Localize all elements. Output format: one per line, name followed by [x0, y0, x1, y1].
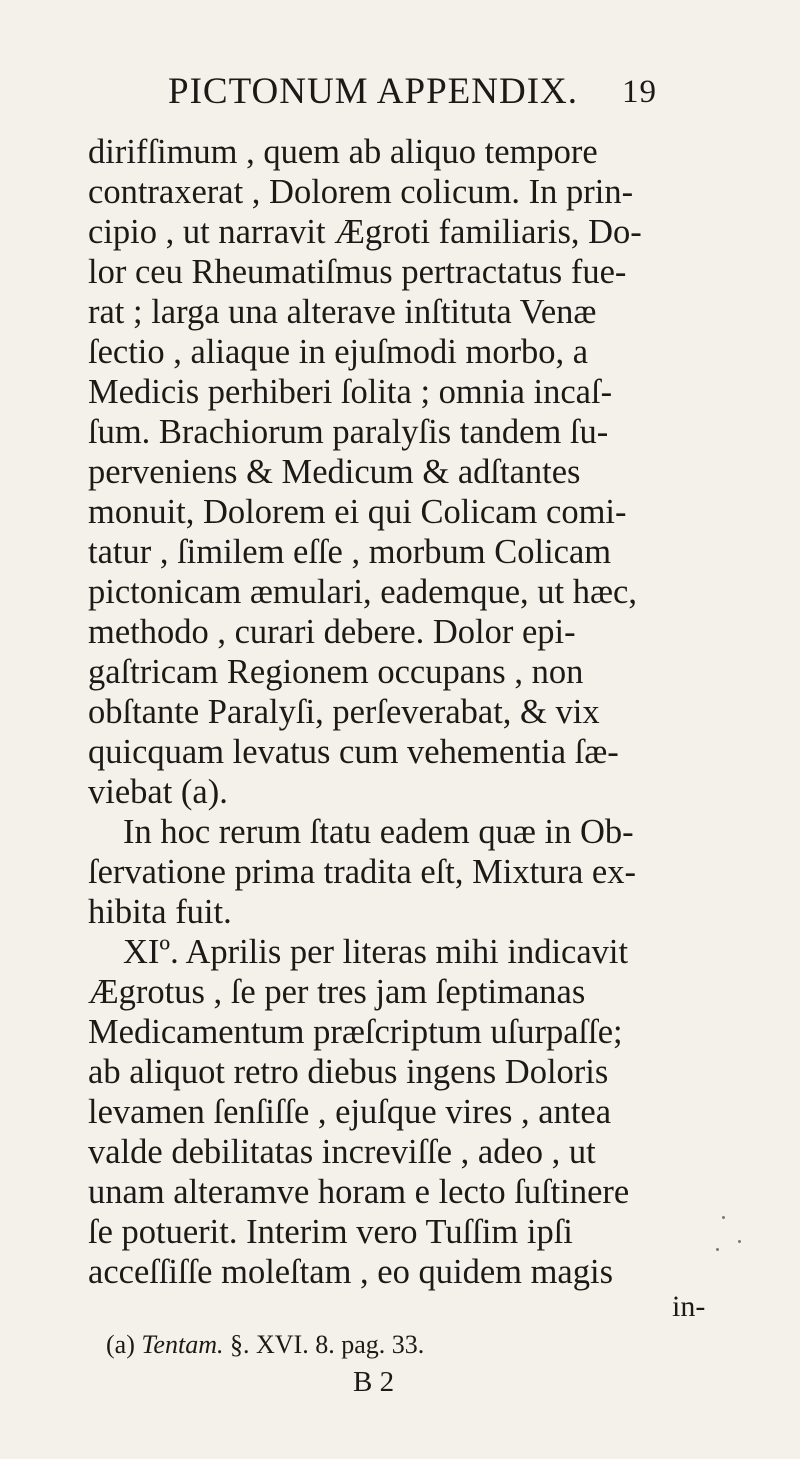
ink-speck — [738, 1240, 741, 1243]
text-line: Medicamentum præſcriptum uſurpaſſe; — [88, 1013, 623, 1051]
text-line: levamen ſenſiſſe , ejuſque vires , antea — [88, 1093, 612, 1131]
text-line: pictonicam æmulari, eademque, ut hæc, — [88, 573, 637, 611]
text-line: contraxerat , Dolorem colicum. In prin- — [88, 173, 634, 211]
text-line: viebat (a). — [88, 773, 228, 811]
text-line: cipio , ut narravit Ægroti familiaris, Do- — [88, 213, 642, 251]
footnote-marker: (a) — [106, 1330, 135, 1359]
text-line: ſe potuerit. Interim vero Tuſſim ipſi — [88, 1213, 573, 1251]
running-title: PICTONUM APPENDIX. — [168, 71, 578, 112]
footnote — [106, 1330, 424, 1360]
text-line: hibita fuit. — [88, 893, 232, 931]
text-line: unam alteramve horam e lecto ſuſtinere — [88, 1173, 630, 1211]
text-line: rat ; larga una alterave inſtituta Venæ — [88, 293, 597, 331]
footnote-reference: Tentam. — [141, 1330, 224, 1359]
text-line: monuit, Dolorem ei qui Colicam comi- — [88, 493, 627, 531]
text-line: methodo , curari debere. Dolor epi- — [88, 613, 576, 651]
signature-mark: B 2 — [353, 1366, 395, 1398]
text-line: dirifſimum , quem ab aliquo tempore — [88, 133, 598, 171]
text-line: ab aliquot retro diebus ingens Doloris — [88, 1053, 609, 1091]
ink-speck — [716, 1248, 719, 1251]
page-number: 19 — [622, 74, 657, 110]
catchword: in- — [672, 1290, 706, 1323]
text-line: valde debilitatas increviſſe , adeo , ut — [88, 1133, 596, 1171]
text-line: tatur , ſimilem eſſe , morbum Colicam — [88, 533, 612, 571]
text-line: perveniens & Medicum & adſtantes — [88, 453, 581, 491]
footnote-text: §. XVI. 8. pag. 33. — [229, 1330, 425, 1359]
text-line: ſum. Brachiorum paralyſis tandem ſu- — [88, 413, 609, 451]
text-line: obſtante Paralyſi, perſeverabat, & vix — [88, 693, 600, 731]
text-line: ſectio , aliaque in ejuſmodi morbo, a — [88, 333, 589, 371]
text-line: In hoc rerum ſtatu eadem quæ in Ob- — [123, 813, 634, 851]
text-line: XIº. Aprilis per literas mihi indicavit — [123, 933, 629, 971]
text-line: acceſſiſſe moleſtam , eo quidem magis — [88, 1253, 613, 1291]
running-head — [168, 70, 657, 120]
text-line: Ægrotus , ſe per tres jam ſeptimanas — [88, 973, 586, 1011]
text-line: gaſtricam Regionem occupans , non — [88, 653, 584, 691]
text-line: lor ceu Rheumatiſmus pertractatus fue- — [88, 253, 627, 291]
text-line: Medicis perhiberi ſolita ; omnia incaſ- — [88, 373, 613, 411]
text-line: quicquam levatus cum vehementia ſæ- — [88, 733, 619, 771]
ink-speck — [722, 1216, 725, 1219]
text-line: ſervatione prima tradita eſt, Mixtura ex- — [88, 853, 636, 891]
